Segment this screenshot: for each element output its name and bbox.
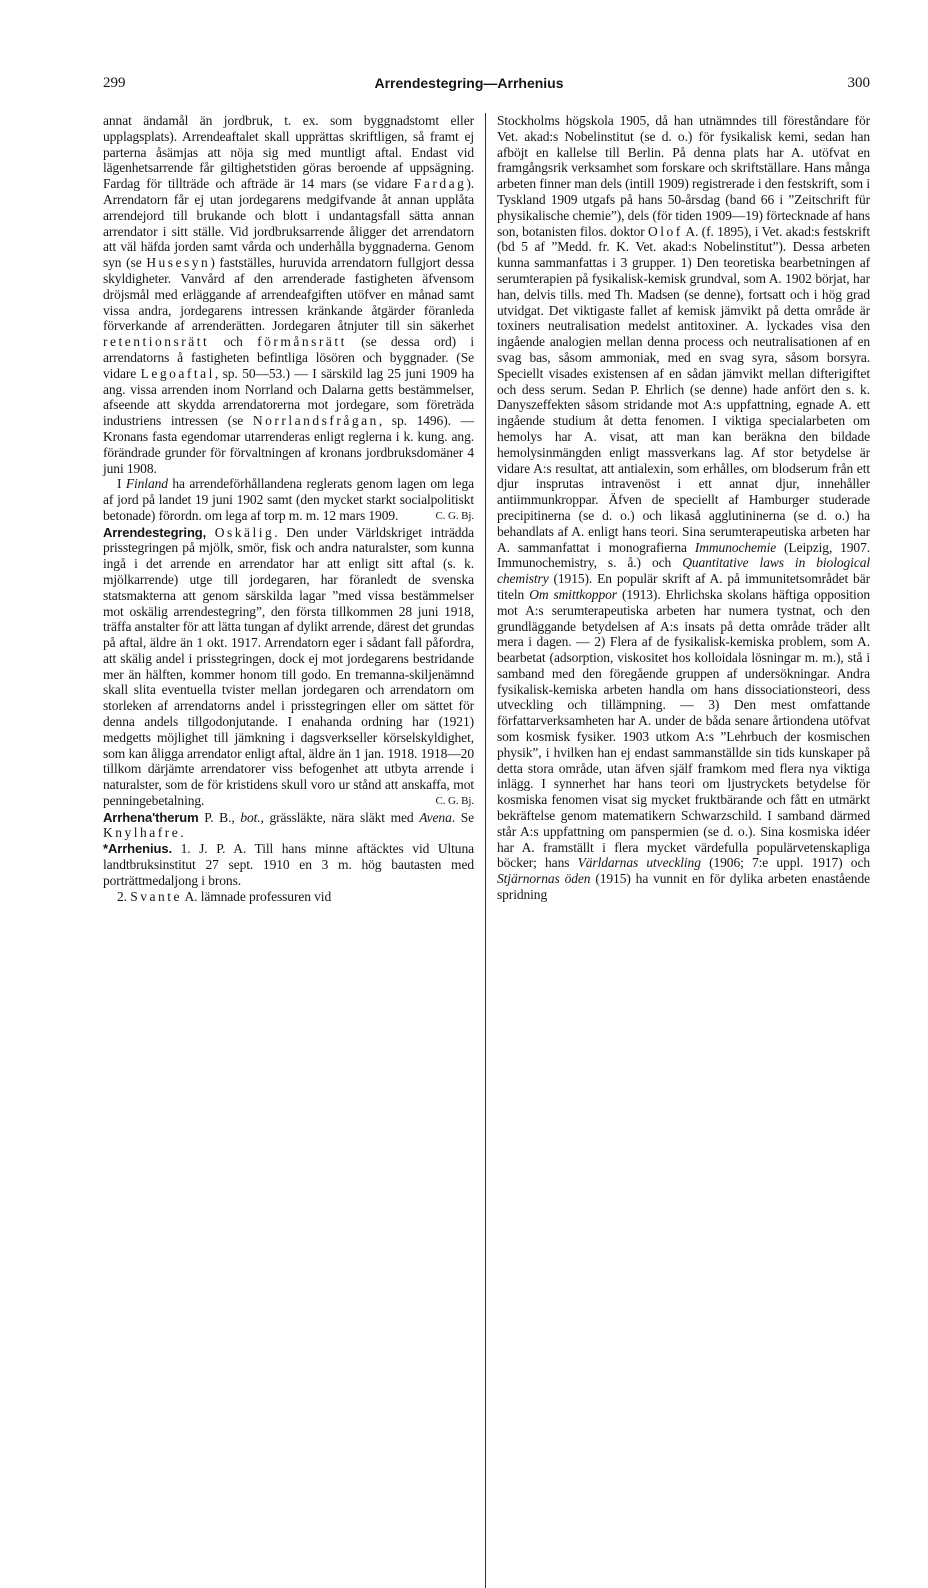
paragraph-svante: 2. Svante A. lämnade professuren vid — [117, 888, 332, 904]
signature: C. G. Bj. — [435, 794, 474, 807]
paragraph-svante-continued: Stockholms högskola 1905, då han utnämndes till föreståndare för Vet. akad:s Nobelinstitut (se d. o.) för fysikalisk kemi, sedan han afböjt en kallelse till Berlin. På denna plats har A. utöfvat en framgångsrik verksamhet som forskare och skriftställare. Hans många arbeten finner man dels (intill 1909) registrerade i den festskrift, som i Tyskland 1909 utgafs på hans 50-årsdag (band 66 i ”Zeitschrift für physikalische chemie”), dels (för tiden 1909—19) förtecknade af hans son, botanisten filos. doktor Olof A. (f. 1895), i Vet. akad:s festskrift (bd 5 af ”Medd. fr. K. Vet. akad:s Nobelinstitut”). Dessa arbeten kunna sammanfattas i 3 grupper. 1) Den teoretiska bearbetningen af serumterapien på fysikalisk-kemisk grundval, som A. 1902 börjat, har han, delvis tills. med Th. Madsen (se denne), fortsatt och i hög grad utvidgat. Det viktigaste fallet af kemisk jämvikt på detta område är toxiners neutralisation medelst antitoxiner. A. lyckades visa den ingående analogien mellan denna process och neutralisationen af en svag bas, såsom ammoniak, med en svag syra, såsom borsyra. Speciellt visades existensen af en sådan jämvikt mellan difterigiftet och dess serum. Sedan P. Ehrlich (se denne) hade anfört den s. k. Danyszeffekten såsom stridande mot A:s uppfattning, egnade A. ett ingående studium åt detta fenomen. I viktiga specialarbeten om hemolys har A. visat, att man kan beräkna den bildade hemolysinmängden enligt massverkans lag. Af stor betydelse är vidare A:s resultat, att antialexin, som erhålles, om blodserum från ett djur insprutas intravenöst i ett annat djur, innehåller antiimmunkroppar. Äfven de speciellt af Hamburger studerade precipitinerna (se d. o.) och likaså agglutininerna (se d. o.) ha behandlats af A. enligt hans teori. Sina serumterapeutiska arbeten har A. sammanfattat i monografierna Immunochemie (Leipzig, 1907. Immunochemistry, s. å.) och Quantitative laws in biological chemistry (1915). En populär skrift af A. på immunitetsområdet bär titeln Om smittkoppor (1913). Ehrlichska skolans häftiga opposition mot A:s serumterapeutiska arbeten har numera tystnat, och den grundläggande betydelsen af A:s insats på detta område träder allt mera i dagen. — 2) Flera af de fysikalisk-kemiska problem, som A. bearbetat (adsorption, viskositet hos kolloidala lösningar m. m.), stå i samband med den föregående gruppen af undersökningar. Andra fysikalisk-kemiska arbeten handla om hans dissociationsteori, dess utveckling och tillämpning. — 3) Den mest omfattande författarverksamheten har A. under de båda senare årtiondena utöfvat som kosmisk fysiker. 1903 utkom A:s ”Lehrbuch der kosmischen physik”, i hvilken han ej endast sammanställde sin tids kunskaper på detta stora område, utan äfven själf framkom med flera nya viktiga inlägg. I synnerhet har hans teori om ljustryckets betydelse för kosmiska fenomen visat sig mycket fruktbärande och fått en utmärkt bekräftelse genom matematikern Schwarzschild. I samband därmed står A:s uppfattning om panspermien (se d. o.). Sina kosmiska idéer har A. framställt i flera mycket värdefulla populärvetenskapliga böcker; hans Världarnas utveckling (1906; 7:e uppl. 1917) och Stjärnornas öden (1915) ha vunnit en för dylika arbeten enastående spridning — [497, 113, 871, 903]
signature: C. G. Bj. — [435, 509, 474, 522]
entry-arrhenius: *Arrhenius. 1. J. P. A. Till hans minne aftäcktes vid Ultuna landtbruksinstitut 27 sept. 1910 en 3 m. hög bautasten med porträttmedaljong i brons. — [103, 841, 475, 888]
running-title: Arrendestegring—Arrhenius — [374, 75, 564, 91]
headword: *Arrhenius. — [103, 841, 172, 857]
headword: Arrhena'therum — [103, 809, 199, 825]
headword: Arrendestegring, — [103, 524, 207, 540]
entry-arrendestegring: Arrendestegring, Oskälig. Den under Världskriget inträdda prisstegringen på mjölk, smör, fisk och andra naturalster, som kunna ingå i det arrende en arrendator har att enligt sitt aftal (s. k. mjölkarrende) utge till jordegaren, har föranledt de svenska statsmakterna att genom särskilda lagar ”med vissa bestämmelser mot oskälig arrendestegring”, den första tillkommen 28 juni 1918, träffa anstalter för att lätta tungan af dylikt arrende, därest det grundas på aftal, äldre än 1 okt. 1917. Arrendatorn eger i sådant fall påfordra, att skälig andel i prisstegringen, dock ej mot jordegarens bestridande mer än hälften, kommer honom till godo. En tremanna-skiljenämnd skall slita eventuella tvister mellan jordegaren och arrendatorn om storleken af arrendatorns andel i prisstegringen eller om sättet för denna andels tillgodonjutande. I enahanda ordning har (1921) medgetts möjlighet till jämkning i dagsverkseller körselskyldighet, som kan åligga arrendator enligt aftal, äldre än 1 jan. 1918. 1918—20 tillkom därjämte arrendatorer viss befogenhet att utbyta arrende i naturalster, som de för kristidens skull voro ur stånd att anskaffa, mot penningebetalning. C. G. Bj. — [103, 524, 474, 809]
paragraph-finland: I Finland ha arrendeförhållandena reglerats genom lagen om lega af jord på landet 19 juni 1902 samt (den mycket starkt socialpolitiskt betonade) förordn. om lega af torp m. m. 12 mars 1909. C. G. Bj. — [103, 476, 474, 523]
right-column — [497, 113, 870, 903]
entry-arrhenatherum: Arrhena'therum P. B., bot., grässläkte, nära släkt med Avena. Se Knylhafre. — [103, 809, 475, 841]
left-column — [103, 113, 474, 904]
page-number-left: 299 — [103, 75, 126, 91]
column-rule — [485, 113, 486, 1588]
paragraph-arrende: annat ändamål än jordbruk, t. ex. som byggnadstomt eller upplagsplats). Arrendeaftalet skall upprättas skriftligen, så framt ej parterna åsämjas att nöja sig med muntligt aftal. Endast vid lägenhetsarrende får giltighetstiden göras beroende af uppsägning. Fardag för tillträde och afträde är 14 mars (se vidare Fardag). Arrendatorn får ej utan jordegarens medgifvande åt annan upplåta arrendejord till brukande och blott i undantagsfall sätta annan arrendator i sitt ställe. Vid jordbruksarrende åligger det arrendatorn att väl häfda jorden samt vårda och underhålla byggnaderna. Genom syn (se Husesyn) fastställes, huruvida arrendatorn fullgjort dessa skyldigheter. Vanvård af den arrenderade fastigheten äfvensom dröjsmål med erläggande af arrendeafgiften utöfver en månad samt vissa andra, jordegarens intressen kränkande åtgärder föranleda förverkande af arrenderätten. Jordegaren åtnjuter till sin säkerhet retentionsrätt och förmånsrätt (se dessa ord) i arrendatorns å fastigheten befintliga lösören och byggnader. (Se vidare Legoaftal, sp. 50—53.) — I särskild lag 25 juni 1909 ha ang. vissa arrenden inom Norrland och Dalarna getts bestämmelser, afseende att skydda arrendatorerna mot jordegare, som företräda industriens intressen (se Norrlandsfrågan, sp. 1496). — Kronans fasta egendomar utarrenderas enligt reglerna i k. kung. ang. förändrade grunder för förvaltningen af kronans jordbruksdomäner 4 juni 1908. — [103, 113, 475, 476]
page-number-right: 300 — [847, 75, 870, 91]
